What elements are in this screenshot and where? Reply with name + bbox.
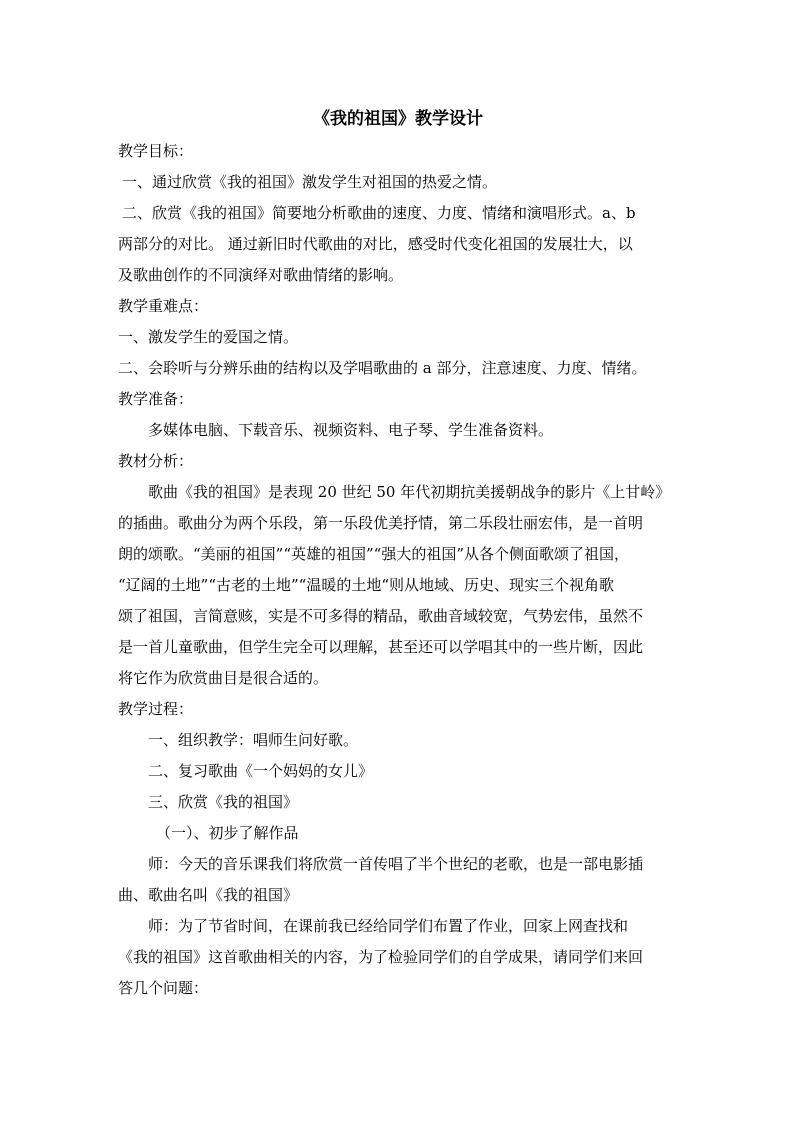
- goals-heading: 教学目标：: [118, 142, 194, 160]
- document-page: [118, 104, 678, 1004]
- document-title: 《我的祖国》教学设计: [313, 109, 483, 129]
- analysis-line-6: 是一首儿童歌曲，但学生完全可以理解，甚至还可以学唱其中的一些片断，因此: [118, 638, 644, 656]
- goal-item-2-line-2: 两部分的对比。 通过新旧时代歌曲的对比，感受时代变化祖国的发展壮大，以: [118, 235, 633, 253]
- analysis-line-1: 歌曲《我的祖国》是表现 20 世纪 50 年代初期抗美援朝战争的影片《上甘岭》: [148, 483, 671, 501]
- process-step-3-sub: （一）、初步了解作品: [156, 824, 299, 842]
- analysis-line-5: 颂了祖国，言简意赅，实是不可多得的精品，歌曲音域较宽，气势宏伟，虽然不: [118, 607, 644, 625]
- key-point-1: 一、激发学生的爱国之情。: [118, 328, 299, 346]
- prep-heading: 教学准备：: [118, 390, 194, 408]
- teacher-line-1b: 曲、歌曲名叫《我的祖国》: [118, 886, 299, 904]
- key-points-heading: 教学重难点：: [118, 297, 209, 315]
- analysis-heading: 教材分析：: [118, 452, 194, 470]
- key-point-2: 二、会聆听与分辨乐曲的结构以及学唱歌曲的 a 部分，注意速度、力度、情绪。: [118, 359, 647, 377]
- goal-item-2-line-1: 二、欣赏《我的祖国》简要地分析歌曲的速度、力度、情绪和演唱形式。a、b: [122, 204, 636, 222]
- teacher-line-2a: 师：为了节省时间，在课前我已经给同学们布置了作业，回家上网查找和: [148, 917, 629, 935]
- goal-item-2-line-3: 及歌曲创作的不同演绎对歌曲情绪的影响。: [118, 266, 404, 284]
- analysis-line-2: 的插曲。歌曲分为两个乐段，第一乐段优美抒情，第二乐段壮丽宏伟，是一首明: [118, 514, 644, 532]
- analysis-line-3: 朗的颂歌。“美丽的祖国”“英雄的祖国”“强大的祖国”从各个侧面歌颂了祖国，: [118, 545, 630, 563]
- analysis-line-7: 将它作为欣赏曲目是很合适的。: [118, 669, 329, 687]
- analysis-line-4: “辽阔的土地”“古老的土地”“温暖的土地“则从地域、历史、现实三个视角歌: [118, 576, 615, 594]
- goal-item-1: 一、通过欣赏《我的祖国》激发学生对祖国的热爱之情。: [122, 173, 498, 191]
- process-step-3: 三、欣赏《我的祖国》: [148, 793, 299, 811]
- teacher-line-2c: 答几个问题：: [118, 979, 209, 997]
- process-step-1: 一、组织教学：唱师生问好歌。: [148, 731, 359, 749]
- process-heading: 教学过程：: [118, 700, 194, 718]
- teacher-line-2b: 《我的祖国》这首歌曲相关的内容，为了检验同学们的自学成果，请同学们来回: [118, 948, 644, 966]
- process-step-2: 二、复习歌曲《一个妈妈的女儿》: [148, 762, 374, 780]
- prep-text: 多媒体电脑、下载音乐、视频资料、电子琴、学生准备资料。: [148, 421, 554, 439]
- teacher-line-1a: 师：今天的音乐课我们将欣赏一首传唱了半个世纪的老歌，也是一部电影插: [148, 855, 644, 873]
